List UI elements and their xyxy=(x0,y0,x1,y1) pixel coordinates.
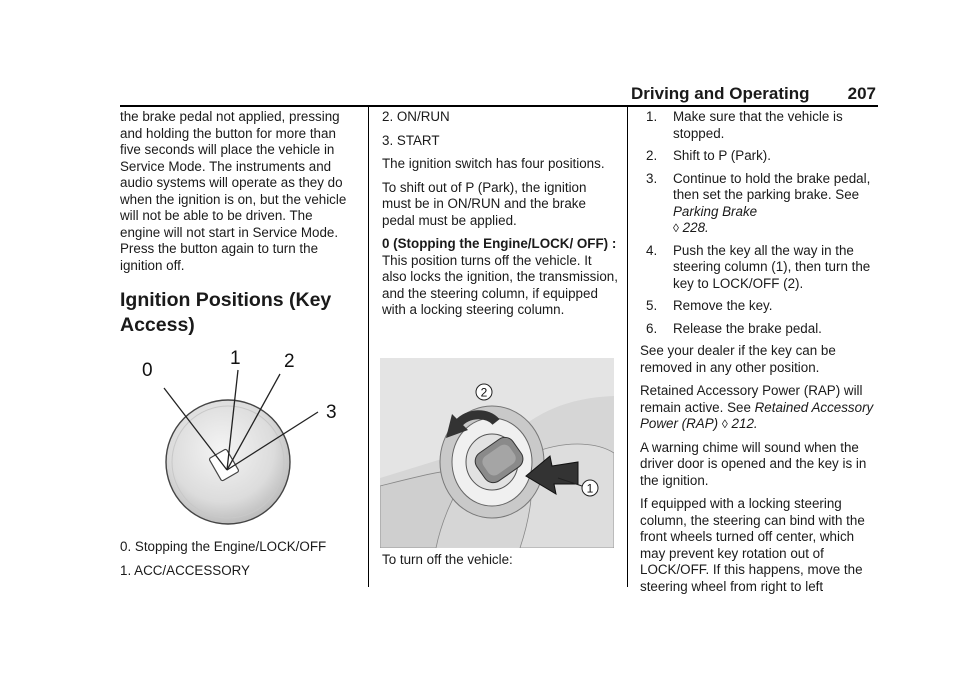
position-2-caption: 2. ON/RUN xyxy=(382,109,450,124)
turn-off-steps xyxy=(640,109,878,337)
key-removal-figure xyxy=(380,358,614,548)
rap-paragraph: Retained Accessory Power (RAP) will remain active. See Retained Accessory Power (RAP) ◊ 212. xyxy=(640,383,874,431)
column-1 xyxy=(120,109,356,578)
label-2: 2 xyxy=(284,351,295,372)
label-3: 3 xyxy=(326,402,337,423)
parking-brake-link[interactable]: Parking Brake xyxy=(673,203,758,219)
rap-link[interactable]: Retained Accessory Power (RAP) xyxy=(640,399,874,431)
list-item: 3. Continue to hold the brake pedal, then set the parking brake. See Parking Brake ◊ 228. xyxy=(646,170,871,235)
ignition-positions-figure xyxy=(130,342,350,532)
svg-text:1: 1 xyxy=(586,481,594,496)
shift-out-text: To shift out of P (Park), the ignition must be in ON/RUN and the brake pedal must be applied. xyxy=(382,179,587,228)
header-rule xyxy=(120,105,878,107)
four-positions-text: The ignition switch has four positions. xyxy=(382,156,605,171)
column-divider xyxy=(368,106,369,587)
chime-text: A warning chime will sound when the driver door is opened and the key is in the ignition. xyxy=(640,439,867,488)
intro-paragraph: the brake pedal not applied, pressing and holding the button for more than five seconds will place the vehicle in Service Mode. The instruments and audio systems will operate as they do when the ignition is on, but the vehicle will not be able to be driven. The engine will not start in Service Mode. Press the button again to turn the ignition off. xyxy=(120,109,347,273)
lock-off-paragraph xyxy=(382,236,618,319)
lock-off-term: 0 (Stopping the Engine/LOCK/ OFF) : xyxy=(382,236,617,251)
locking-column-text: If equipped with a locking steering column, the steering can bind with the front wheels turned off center, which may prevent key rotation out of LOCK/OFF. If this happens, move the steering wheel from right to left xyxy=(640,496,865,594)
position-3-caption: 3. START xyxy=(382,132,440,148)
list-item: 1. Make sure that the vehicle is stopped. xyxy=(646,109,843,141)
list-item: 5. Remove the key. xyxy=(646,298,773,313)
section-heading: Ignition Positions (Key Access) xyxy=(120,289,332,336)
position-1-caption: 1. ACC/ACCESSORY xyxy=(120,562,250,578)
column-divider xyxy=(627,106,628,587)
position-0-caption: 0. Stopping the Engine/LOCK/OFF xyxy=(120,539,327,554)
column-2 xyxy=(382,109,618,567)
section-title: Driving and Operating xyxy=(631,84,810,103)
lock-off-description: This position turns off the vehicle. It also locks the ignition, the transmission, and the steering column, if equipped with a locking steering column. xyxy=(382,252,618,317)
list-item: 4. Push the key all the way in the steering column (1), then turn the key to LOCK/OFF (2). xyxy=(646,242,871,291)
svg-text:2: 2 xyxy=(480,385,488,400)
list-item: 6. Release the brake pedal. xyxy=(646,320,822,336)
list-item: 2. Shift to P (Park). xyxy=(646,148,771,163)
dealer-text: See your dealer if the key can be removed in any other position. xyxy=(640,343,836,375)
page-ref[interactable]: 212. xyxy=(731,416,758,431)
page-number: 207 xyxy=(847,84,876,103)
position-captions xyxy=(120,539,356,586)
turn-off-intro: To turn off the vehicle: xyxy=(382,552,513,567)
page-ref[interactable]: 228. xyxy=(682,220,709,235)
page-header xyxy=(631,84,876,106)
label-0: 0 xyxy=(142,360,153,381)
label-1: 1 xyxy=(230,348,241,369)
ref-icon: ◊ xyxy=(673,221,679,235)
ref-icon: ◊ xyxy=(721,417,728,431)
column-3 xyxy=(640,109,878,602)
